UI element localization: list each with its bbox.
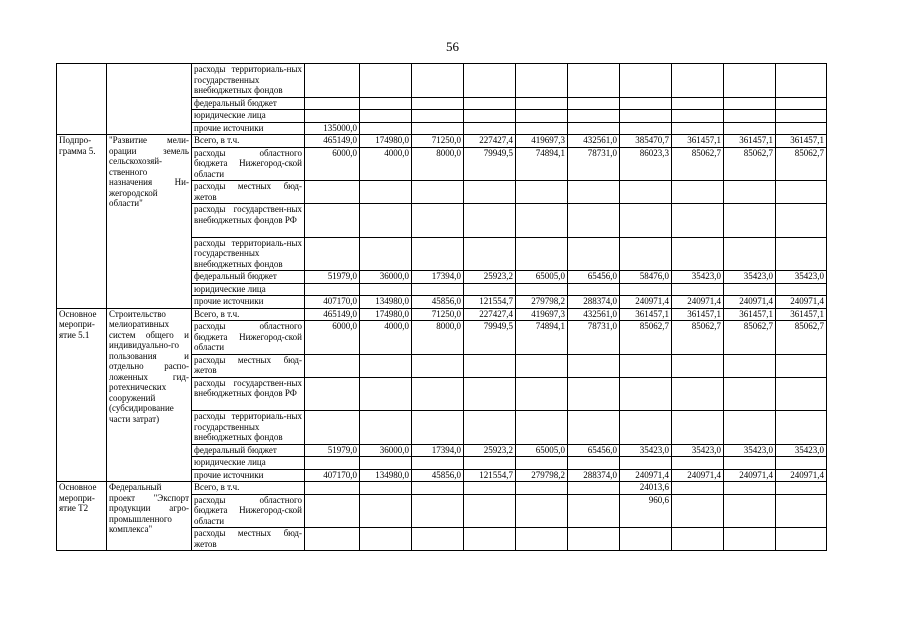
value-cell [516,354,568,377]
t2-description: Федеральный проект "Экспорт продукции агро-промышленного комплекса" [107,482,192,551]
value-cell [568,354,620,377]
value-cell: 85062,7 [724,147,776,181]
value-cell: 240971,4 [776,469,827,482]
continuation-name-cell [57,64,107,135]
value-cell [305,457,360,470]
value-cell [412,237,464,271]
value-cell [776,237,827,271]
value-cell [776,411,827,445]
value-cell: 85062,7 [672,147,724,181]
value-cell [412,64,464,98]
value-cell: 51979,0 [305,271,360,284]
value-cell: 361457,1 [724,135,776,148]
value-cell: 25923,2 [464,271,516,284]
value-cell: 407170,0 [305,296,360,309]
value-cell: 240971,4 [672,469,724,482]
value-cell [776,181,827,204]
value-cell [568,494,620,528]
value-cell [412,377,464,411]
value-cell: 85062,7 [620,321,672,355]
value-cell [568,181,620,204]
value-cell [776,97,827,110]
value-cell: 51979,0 [305,444,360,457]
row-label-obl: расходы областного бюджета Нижегород-ской области [192,321,305,355]
value-cell [360,528,412,551]
value-cell [568,97,620,110]
value-cell: 240971,4 [724,469,776,482]
value-cell [568,204,620,238]
value-cell: 85062,7 [672,321,724,355]
value-cell [672,204,724,238]
value-cell [305,482,360,495]
value-cell [620,110,672,123]
value-cell [360,97,412,110]
value-cell [412,494,464,528]
value-cell: 134980,0 [360,296,412,309]
value-cell: 174980,0 [360,308,412,321]
value-cell [305,377,360,411]
value-cell [305,97,360,110]
value-cell [776,528,827,551]
value-cell [672,122,724,135]
value-cell [568,528,620,551]
value-cell [516,237,568,271]
value-cell: 85062,7 [776,321,827,355]
value-cell [360,411,412,445]
value-cell: 227427,4 [464,135,516,148]
value-cell [568,482,620,495]
value-cell: 17394,0 [412,444,464,457]
value-cell [305,237,360,271]
value-cell [412,283,464,296]
value-cell: 6000,0 [305,321,360,355]
value-cell [464,204,516,238]
value-cell [620,354,672,377]
value-cell [464,64,516,98]
value-cell: 45856,0 [412,469,464,482]
value-cell: 361457,1 [724,308,776,321]
value-cell: 35423,0 [724,444,776,457]
value-cell [620,457,672,470]
value-cell: 361457,1 [672,135,724,148]
row-label-mest: расходы местных бюд-жетов [192,528,305,551]
value-cell: 8000,0 [412,321,464,355]
value-cell [620,237,672,271]
value-cell: 45856,0 [412,296,464,309]
table-row [57,308,882,321]
value-cell [305,528,360,551]
value-cell: 361457,1 [776,308,827,321]
value-cell [776,64,827,98]
value-cell [724,354,776,377]
value-cell [360,377,412,411]
value-cell: 465149,0 [305,308,360,321]
value-cell [776,204,827,238]
value-cell [516,283,568,296]
value-cell: 288374,0 [568,469,620,482]
value-cell [516,110,568,123]
value-cell: 35423,0 [672,444,724,457]
value-cell [672,482,724,495]
value-cell: 419697,3 [516,308,568,321]
page-number: 56 [446,39,459,54]
value-cell: 385470,7 [620,135,672,148]
value-cell [412,528,464,551]
value-cell [672,354,724,377]
value-cell [305,494,360,528]
value-cell [568,283,620,296]
value-cell: 78731,0 [568,147,620,181]
value-cell [464,528,516,551]
value-cell [464,494,516,528]
value-cell [620,411,672,445]
value-cell: 35423,0 [672,271,724,284]
value-cell [464,354,516,377]
value-cell [724,482,776,495]
value-cell [516,457,568,470]
value-cell: 35423,0 [620,444,672,457]
value-cell [568,411,620,445]
value-cell [464,411,516,445]
value-cell: 288374,0 [568,296,620,309]
value-cell [464,110,516,123]
value-cell: 174980,0 [360,135,412,148]
value-cell [516,97,568,110]
value-cell [412,181,464,204]
value-cell [412,97,464,110]
value-cell: 35423,0 [776,271,827,284]
value-cell: 419697,3 [516,135,568,148]
value-cell: 465149,0 [305,135,360,148]
value-cell [305,354,360,377]
m51-description: Строительство мелиоративных систем общего и индивидуально-го пользования и отдельно распо-ложенных гид-ротехнических сооружений (субсидирование части затрат) [107,308,192,482]
value-cell: 279798,2 [516,469,568,482]
value-cell [776,377,827,411]
value-cell [568,237,620,271]
value-cell [776,122,827,135]
value-cell [516,494,568,528]
row-label-proch: прочие источники [192,296,305,309]
value-cell [464,377,516,411]
value-cell: 71250,0 [412,308,464,321]
value-cell: 79949,5 [464,147,516,181]
value-cell [412,482,464,495]
value-cell: 279798,2 [516,296,568,309]
value-cell [724,181,776,204]
value-cell [776,494,827,528]
value-cell [672,411,724,445]
value-cell [360,482,412,495]
value-cell [776,354,827,377]
t2-name: Основное меропри-ятие Т2 [57,482,107,551]
value-cell: 79949,5 [464,321,516,355]
value-cell [412,457,464,470]
value-cell: 240971,4 [672,296,724,309]
table-row [57,135,882,148]
table-row [57,482,882,495]
value-cell [724,110,776,123]
value-cell [672,494,724,528]
value-cell [672,97,724,110]
row-label-fed: федеральный бюджет [192,271,305,284]
value-cell [620,64,672,98]
value-cell [516,204,568,238]
value-cell [672,110,724,123]
value-cell [672,457,724,470]
row-label-yur: юридические лица [192,283,305,296]
value-cell [516,528,568,551]
value-cell [516,377,568,411]
row-label-yur: юридические лица [192,457,305,470]
value-cell [516,411,568,445]
value-cell: 71250,0 [412,135,464,148]
value-cell: 65005,0 [516,444,568,457]
value-cell [516,482,568,495]
value-cell [776,110,827,123]
row-label-fed: федеральный бюджет [192,97,305,110]
value-cell: 135000,0 [305,122,360,135]
value-cell [776,457,827,470]
value-cell [360,204,412,238]
value-cell [360,110,412,123]
value-cell [516,122,568,135]
value-cell: 78731,0 [568,321,620,355]
value-cell: 86023,3 [620,147,672,181]
value-cell [620,283,672,296]
row-label-proch: прочие источники [192,469,305,482]
value-cell: 25923,2 [464,444,516,457]
value-cell [672,377,724,411]
value-cell [568,457,620,470]
row-label-vsego: Всего, в т.ч. [192,308,305,321]
value-cell: 65005,0 [516,271,568,284]
value-cell: 24013,6 [620,482,672,495]
value-cell: 58476,0 [620,271,672,284]
value-cell [724,97,776,110]
value-cell: 361457,1 [776,135,827,148]
value-cell [464,181,516,204]
value-cell [776,482,827,495]
value-cell: 227427,4 [464,308,516,321]
value-cell [516,64,568,98]
value-cell: 85062,7 [724,321,776,355]
value-cell: 8000,0 [412,147,464,181]
value-cell: 74894,1 [516,147,568,181]
value-cell [360,494,412,528]
value-cell [360,354,412,377]
value-cell [464,122,516,135]
sub5-description: "Развитие мели-орации земель сельскохозяй-ственного назначения Ни-жегородской области" [107,135,192,309]
value-cell: 74894,1 [516,321,568,355]
value-cell [516,181,568,204]
value-cell [360,64,412,98]
value-cell [305,181,360,204]
value-cell [620,97,672,110]
value-cell [724,204,776,238]
value-cell [672,528,724,551]
value-cell [305,204,360,238]
value-cell [724,494,776,528]
row-label-gos_rf: расходы государствен-ных внебюджетных фондов РФ [192,377,305,411]
value-cell [672,64,724,98]
value-cell [620,181,672,204]
value-cell [776,283,827,296]
value-cell [672,181,724,204]
budget-table-body [57,64,882,551]
value-cell [360,237,412,271]
value-cell: 65456,0 [568,444,620,457]
value-cell [360,283,412,296]
value-cell: 240971,4 [620,469,672,482]
table-row [57,64,882,98]
value-cell: 4000,0 [360,321,412,355]
value-cell [568,110,620,123]
value-cell [464,457,516,470]
value-cell [412,204,464,238]
value-cell: 240971,4 [724,296,776,309]
value-cell [568,64,620,98]
value-cell [464,237,516,271]
value-cell [724,122,776,135]
value-cell: 361457,1 [672,308,724,321]
value-cell: 65456,0 [568,271,620,284]
row-label-mest: расходы местных бюд-жетов [192,354,305,377]
value-cell [724,377,776,411]
value-cell: 407170,0 [305,469,360,482]
row-label-fed: федеральный бюджет [192,444,305,457]
value-cell: 35423,0 [724,271,776,284]
value-cell: 432561,0 [568,308,620,321]
row-label-terr: расходы территориаль-ных государственных внебюджетных фондов [192,237,305,271]
value-cell: 134980,0 [360,469,412,482]
value-cell [412,411,464,445]
row-label-obl: расходы областного бюджета Нижегород-ской области [192,494,305,528]
row-label-gos_rf: расходы государствен-ных внебюджетных фондов РФ [192,204,305,238]
value-cell: 960,6 [620,494,672,528]
value-cell: 35423,0 [776,444,827,457]
value-cell: 240971,4 [776,296,827,309]
continuation-desc-cell [107,64,192,135]
value-cell: 6000,0 [305,147,360,181]
value-cell [672,283,724,296]
sub5-name: Подпро-грамма 5. [57,135,107,309]
value-cell [412,122,464,135]
value-cell: 121554,7 [464,296,516,309]
value-cell [360,457,412,470]
value-cell [464,283,516,296]
value-cell [620,528,672,551]
value-cell: 85062,7 [776,147,827,181]
value-cell [620,377,672,411]
value-cell [305,411,360,445]
value-cell [360,181,412,204]
row-label-yur: юридические лица [192,110,305,123]
value-cell [412,354,464,377]
value-cell: 36000,0 [360,271,412,284]
value-cell [305,64,360,98]
budget-table [56,63,882,551]
value-cell: 36000,0 [360,444,412,457]
row-label-obl: расходы областного бюджета Нижегород-ской области [192,147,305,181]
value-cell [464,97,516,110]
value-cell [360,122,412,135]
value-cell: 121554,7 [464,469,516,482]
value-cell [724,411,776,445]
value-cell [568,377,620,411]
value-cell: 4000,0 [360,147,412,181]
value-cell [724,64,776,98]
value-cell: 432561,0 [568,135,620,148]
row-label-vsego: Всего, в т.ч. [192,135,305,148]
value-cell [305,110,360,123]
value-cell [724,237,776,271]
value-cell [724,457,776,470]
value-cell [568,122,620,135]
value-cell [672,237,724,271]
value-cell [724,283,776,296]
row-label-proch: прочие источники [192,122,305,135]
row-label-terr: расходы территориаль-ных государственных внебюджетных фондов [192,411,305,445]
value-cell [620,122,672,135]
value-cell: 361457,1 [620,308,672,321]
value-cell [464,482,516,495]
row-label-vsego: Всего, в т.ч. [192,482,305,495]
row-label-mest: расходы местных бюд-жетов [192,181,305,204]
value-cell [724,528,776,551]
value-cell [620,204,672,238]
value-cell: 17394,0 [412,271,464,284]
value-cell [305,283,360,296]
row-label-terr: расходы территориаль-ных государственных внебюджетных фондов [192,64,305,98]
m51-name: Основное меропри-ятие 5.1 [57,308,107,482]
value-cell: 240971,4 [620,296,672,309]
value-cell [412,110,464,123]
